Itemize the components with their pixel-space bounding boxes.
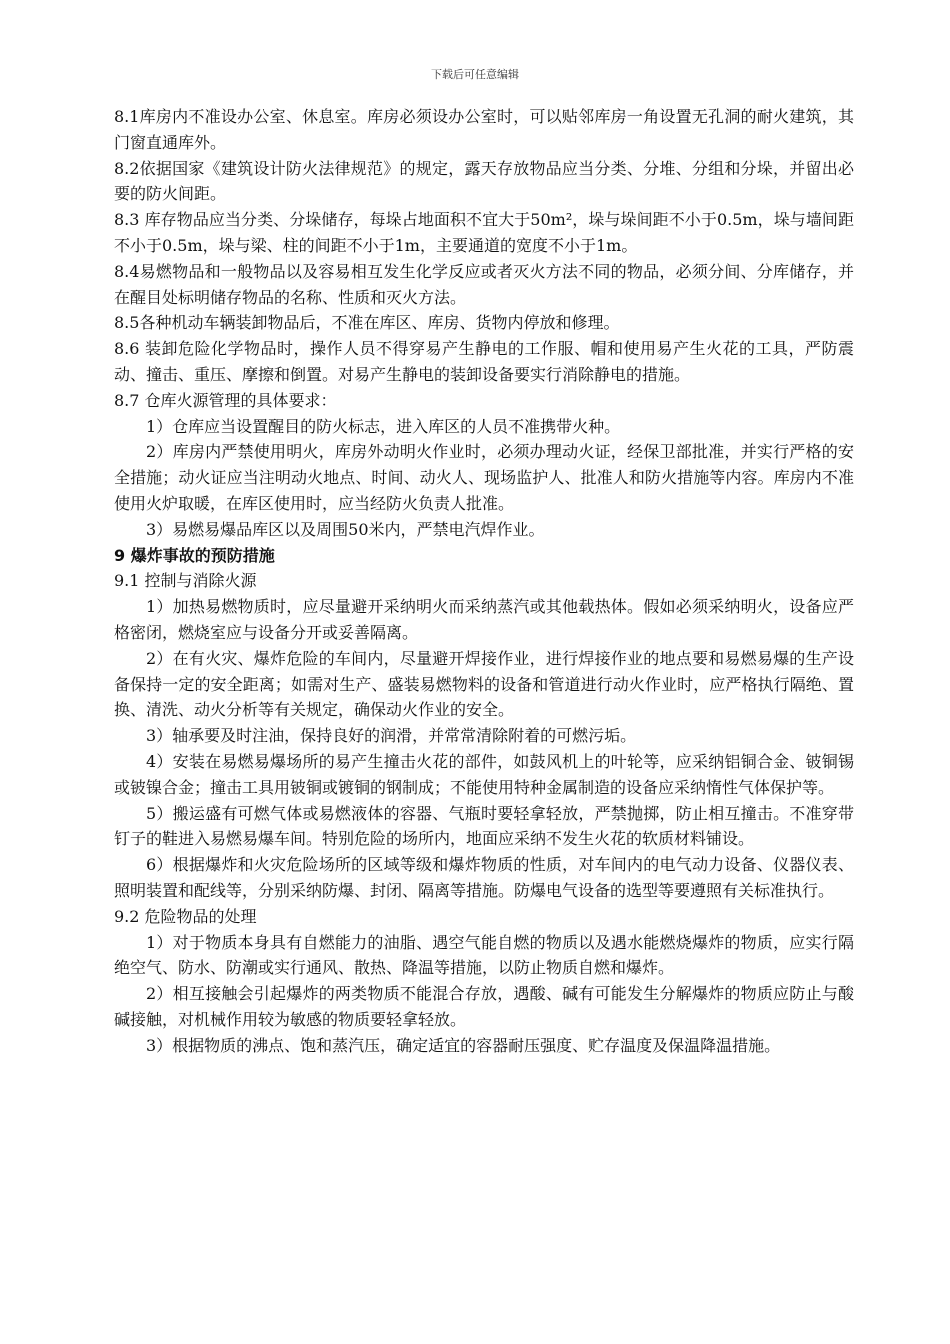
list-item: 4）安装在易燃易爆场所的易产生撞击火花的部件，如鼓风机上的叶轮等，应采纳铝铜合金、铍铜锡或铍镍合金；撞击工具用铍铜或镀铜的钢制成；不能使用特种金属制造的设备应采纳惰性气体保护等。 [114,751,854,797]
section-heading-9: 9 爆炸事故的预防措施 [114,545,275,565]
list-item: 1）仓库应当设置醒目的防火标志，进入库区的人员不准携带火种。 [146,416,621,436]
list-item: 3）根据物质的沸点、饱和蒸汽压，确定适宜的容器耐压强度、贮存温度及保温降温措施。 [146,1035,781,1055]
paragraph-8-2: 8.2依据国家《建筑设计防火法律规范》的规定，露天存放物品应当分类、分堆、分组和分垛，并留出必要的防火间距。 [114,158,854,204]
list-item: 2）相互接触会引起爆炸的两类物质不能混合存放，遇酸、碱有可能发生分解爆炸的物质应防止与酸碱接触，对机械作用较为敏感的物质要轻拿轻放。 [114,984,854,1029]
list-item: 5）搬运盛有可燃气体或易燃液体的容器、气瓶时要轻拿轻放，严禁抛掷，防止相互撞击。不准穿带钉子的鞋进入易燃易爆车间。特别危险的场所内，地面应采纳不发生火花的软质材料铺设。 [114,803,854,849]
list-item: 3）易燃易爆品库区以及周围50米内，严禁电汽焊作业。 [146,519,545,539]
paragraph-8-5: 8.5各种机动车辆装卸物品后，不准在库区、库房、货物内停放和修理。 [114,313,620,333]
paragraph-8-3: 8.3 库存物品应当分类、分垛储存，每垛占地面积不宜大于50m²，垛与垛间距不小于0.5m，垛与墙间距不小于0.5m，垛与梁、柱的间距不小于1m，主要通道的宽度不小于1m。 [114,210,854,255]
document-body [114,104,854,1058]
paragraph-8-6: 8.6 装卸危险化学物品时，操作人员不得穿易产生静电的工作服、帽和使用易产生火花的工具，严防震动、撞击、重压、摩擦和倒置。对易产生静电的装卸设备要实行消除静电的措施。 [114,339,854,384]
subheading-9-2: 9.2 危险物品的处理 [114,906,257,926]
page-header: 下载后可任意编辑 [431,68,519,81]
list-item: 2）库房内严禁使用明火，库房外动明火作业时，必须办理动火证，经保卫部批准，并实行严格的安全措施；动火证应当注明动火地点、时间、动火人、现场监护人、批准人和防火措施等内容。库房内不准使用火炉取暖，在库区使用时，应当经防火负责人批准。 [114,442,854,513]
paragraph-8-7: 8.7 仓库火源管理的具体要求： [114,390,337,410]
list-item: 3）轴承要及时注油，保持良好的润滑，并常常清除附着的可燃污垢。 [146,726,637,746]
list-item: 6）根据爆炸和火灾危险场所的区域等级和爆炸物质的性质，对车间内的电气动力设备、仪器仪表、照明装置和配线等，分别采纳防爆、封闭、隔离等措施。防爆电气设备的选型等要遵照有关标准执行。 [114,855,854,900]
list-item: 1）对于物质本身具有自燃能力的油脂、遇空气能自燃的物质以及遇水能燃烧爆炸的物质，应实行隔绝空气、防水、防潮或实行通风、散热、降温等措施，以防止物质自燃和爆炸。 [114,932,854,978]
paragraph-8-1: 8.1库房内不准设办公室、休息室。库房必须设办公室时，可以贴邻库房一角设置无孔洞的耐火建筑，其门窗直通库外。 [114,107,854,152]
paragraph-8-4: 8.4易燃物品和一般物品以及容易相互发生化学反应或者灭火方法不同的物品，必须分间、分库储存，并在醒目处标明储存物品的名称、性质和灭火方法。 [114,261,854,307]
list-item: 2）在有火灾、爆炸危险的车间内，尽量避开焊接作业，进行焊接作业的地点要和易燃易爆的生产设备保持一定的安全距离；如需对生产、盛装易燃物料的设备和管道进行动火作业时，应严格执行隔绝、置换、清洗、动火分析等有关规定，确保动火作业的安全。 [114,648,854,720]
subheading-9-1: 9.1 控制与消除火源 [114,571,257,591]
list-item: 1）加热易燃物质时，应尽量避开采纳明火而采纳蒸汽或其他载热体。假如必须采纳明火，设备应严格密闭，燃烧室应与设备分开或妥善隔离。 [114,597,854,642]
